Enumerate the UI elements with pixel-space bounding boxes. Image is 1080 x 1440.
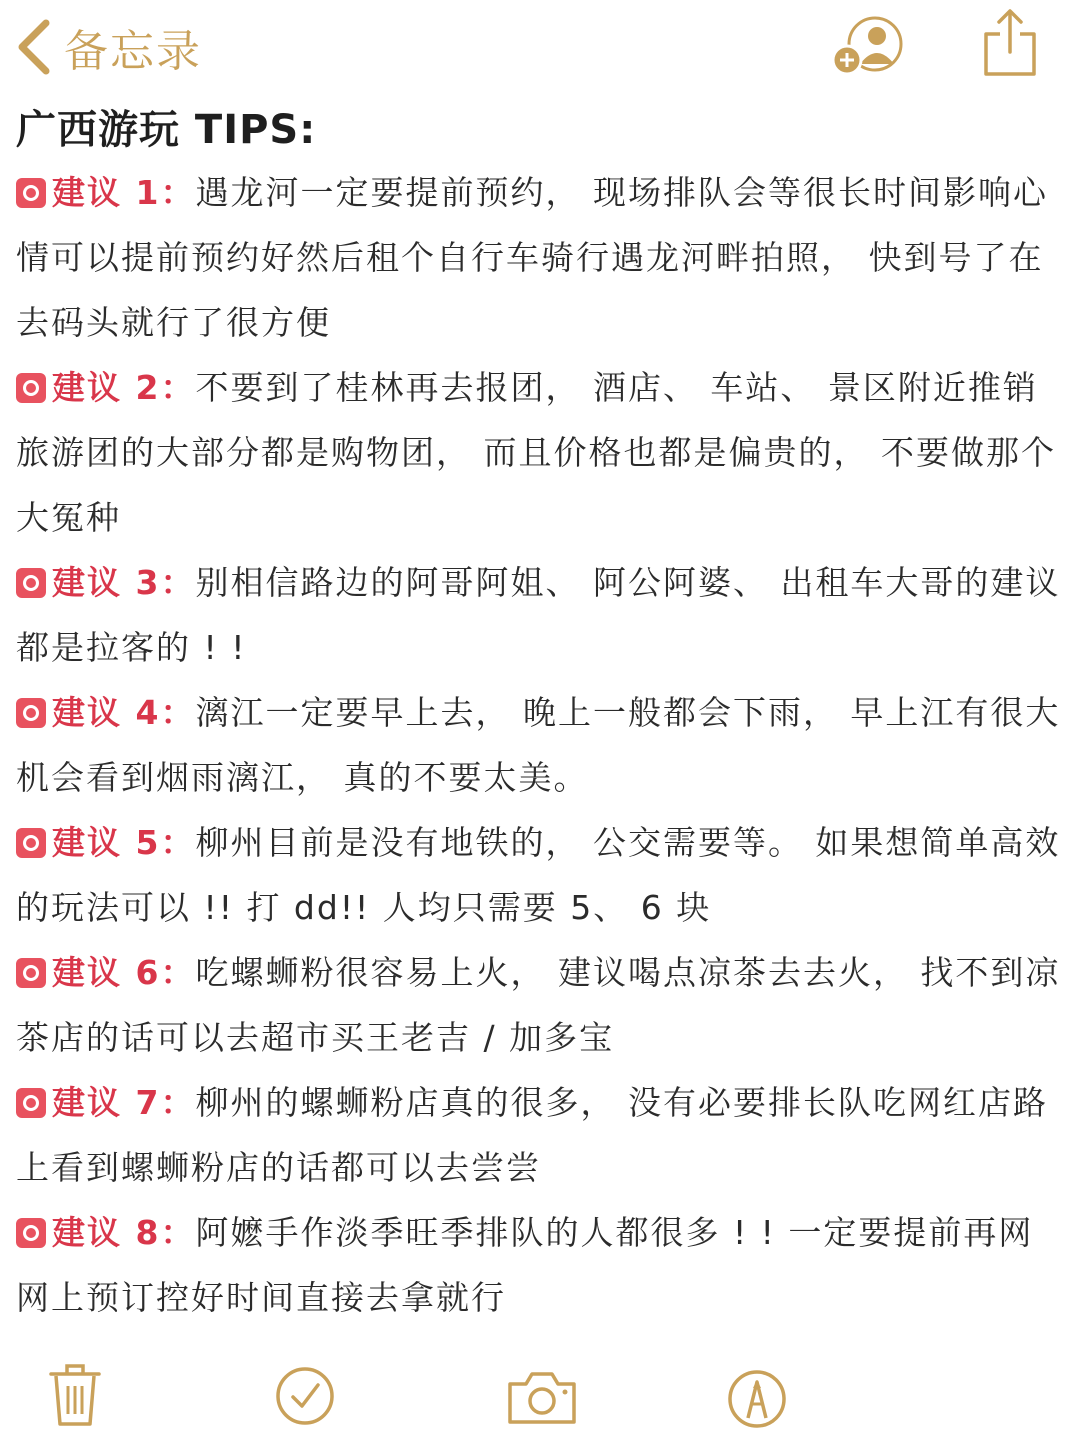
tip-item [16, 940, 1061, 1070]
record-icon [16, 1088, 46, 1118]
tip-text: 阿嬷手作淡季旺季排队的人都很多 ! ! 一定要提前再网网上预订控好时间直接去拿就行 [16, 1213, 1034, 1317]
record-icon [16, 958, 46, 988]
note-title: 广西游玩 TIPS: [16, 107, 317, 153]
tip-label: 建议 5： [52, 823, 196, 862]
record-icon [16, 1218, 46, 1248]
bottom-toolbar [0, 1350, 1080, 1440]
tip-item [16, 355, 1061, 550]
record-icon [16, 178, 46, 208]
record-icon [16, 698, 46, 728]
tip-label: 建议 8： [52, 1213, 196, 1252]
tip-item [16, 680, 1061, 810]
tip-item [16, 550, 1061, 680]
record-icon [16, 568, 46, 598]
tip-label: 建议 4： [52, 693, 196, 732]
trash-icon[interactable] [48, 1362, 102, 1428]
tip-text: 别相信路边的阿哥阿姐、 阿公阿婆、 出租车大哥的建议都是拉客的 ! ! [16, 563, 1061, 667]
share-icon[interactable] [982, 8, 1038, 78]
record-icon [16, 828, 46, 858]
tip-item [16, 810, 1061, 940]
markup-pen-icon[interactable] [726, 1368, 788, 1430]
add-person-icon[interactable] [830, 14, 908, 78]
chevron-left-icon [14, 19, 54, 75]
tip-item [16, 160, 1061, 355]
tip-label: 建议 6： [52, 953, 196, 992]
tip-label: 建议 1： [52, 173, 196, 212]
back-button[interactable] [14, 14, 202, 80]
tip-text: 柳州目前是没有地铁的， 公交需要等。 如果想简单高效的玩法可以 !! 打 dd!! 人均只需要 5、 6 块 [16, 823, 1061, 927]
tip-item [16, 1200, 1061, 1330]
checklist-icon[interactable] [274, 1365, 336, 1427]
tip-text: 遇龙河一定要提前预约， 现场排队会等很长时间影响心情可以提前预约好然后租个自行车骑行遇龙河畔拍照， 快到号了在去码头就行了很方便 [16, 173, 1048, 342]
tip-text: 吃螺蛳粉很容易上火， 建议喝点凉茶去去火， 找不到凉茶店的话可以去超市买王老吉 / 加多宝 [16, 953, 1061, 1057]
tip-label: 建议 7： [52, 1083, 196, 1122]
tip-text: 漓江一定要早上去， 晚上一般都会下雨， 早上江有很大机会看到烟雨漓江， 真的不要太美。 [16, 693, 1061, 797]
tip-item [16, 1070, 1061, 1200]
tip-text: 柳州的螺蛳粉店真的很多， 没有必要排长队吃网红店路上看到螺蛳粉店的话都可以去尝尝 [16, 1083, 1048, 1187]
back-label: 备忘录 [64, 26, 202, 77]
tip-text: 不要到了桂林再去报团， 酒店、 车站、 景区附近推销旅游团的大部分都是购物团， 而且价格也都是偏贵的， 不要做那个大冤种 [16, 368, 1056, 537]
record-icon [16, 373, 46, 403]
tip-label: 建议 3： [52, 563, 196, 602]
camera-icon[interactable] [506, 1370, 578, 1426]
navigation-bar [0, 0, 1080, 95]
tip-label: 建议 2： [52, 368, 196, 407]
note-body[interactable] [16, 100, 1061, 1330]
